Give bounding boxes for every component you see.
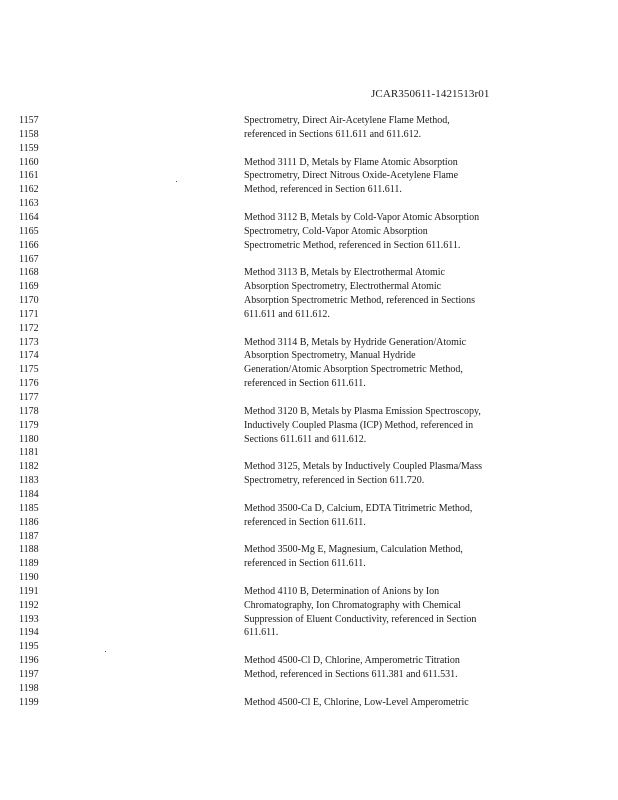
line-number: 1173 bbox=[19, 336, 39, 348]
text-line: Suppression of Eluent Conductivity, referenced in Section bbox=[244, 613, 477, 625]
line-number: 1157 bbox=[19, 115, 39, 126]
line-number: 1161 bbox=[19, 170, 39, 182]
line-number: 1190 bbox=[19, 572, 39, 583]
line-number: 1193 bbox=[19, 613, 39, 625]
text-line: referenced in Section 611.611. bbox=[244, 558, 366, 570]
line-number: 1160 bbox=[19, 156, 39, 168]
line-number: 1170 bbox=[19, 295, 39, 306]
text-line: Method 3111 D, Metals by Flame Atomic Absorption bbox=[244, 156, 458, 168]
scan-speck bbox=[176, 181, 177, 182]
document-id: JCAR350611-1421513r01 bbox=[371, 88, 490, 100]
line-number: 1197 bbox=[19, 669, 39, 680]
line-number: 1186 bbox=[19, 516, 39, 528]
text-line: Method 3120 B, Metals by Plasma Emission Spectroscopy, bbox=[244, 405, 481, 417]
text-line: 611.611. bbox=[244, 627, 279, 639]
text-line: Method 3500-Ca D, Calcium, EDTA Titrimetric Method, bbox=[244, 502, 473, 514]
line-number: 1195 bbox=[19, 641, 39, 653]
text-line: Method 3500-Mg E, Magnesium, Calculation Method, bbox=[244, 544, 463, 556]
text-line: Method 4500-Cl D, Chlorine, Amperometric Titration bbox=[244, 655, 460, 667]
line-number: 1183 bbox=[19, 475, 39, 487]
text-line: Generation/Atomic Absorption Spectrometric Method, bbox=[244, 364, 463, 376]
line-number: 1178 bbox=[19, 405, 39, 417]
line-number: 1196 bbox=[19, 655, 39, 667]
text-line: Method 4110 B, Determination of Anions by Ion bbox=[244, 585, 440, 597]
line-number: 1176 bbox=[19, 378, 39, 390]
text-line: Spectrometry, Direct Nitrous Oxide-Acetylene Flame bbox=[244, 170, 459, 182]
line-number: 1159 bbox=[19, 142, 39, 154]
text-line: Chromatography, Ion Chromatography with Chemical bbox=[244, 599, 461, 611]
text-line: referenced in Section 611.611. bbox=[244, 378, 366, 390]
line-number: 1198 bbox=[19, 682, 39, 694]
text-line: Spectrometry, Direct Air-Acetylene Flame Method, bbox=[244, 115, 450, 126]
line-number: 1168 bbox=[19, 267, 39, 279]
line-number: 1194 bbox=[19, 627, 39, 639]
line-number: 1162 bbox=[19, 184, 39, 196]
text-line: Spectrometry, referenced in Section 611.720. bbox=[244, 475, 425, 487]
line-number: 1180 bbox=[19, 433, 39, 445]
line-number: 1163 bbox=[19, 198, 39, 210]
scan-speck bbox=[105, 651, 106, 652]
line-number: 1165 bbox=[19, 225, 39, 237]
line-number: 1166 bbox=[19, 239, 39, 251]
text-line: Absorption Spectrometry, Electrothermal Atomic bbox=[244, 281, 442, 293]
text-line: referenced in Section 611.611. bbox=[244, 516, 366, 528]
text-line: Absorption Spectrometry, Manual Hydride bbox=[244, 350, 416, 362]
line-number: 1158 bbox=[19, 128, 39, 140]
text-line: Method, referenced in Sections 611.381 and 611.531. bbox=[244, 669, 458, 680]
text-line: Method 3114 B, Metals by Hydride Generation/Atomic bbox=[244, 336, 467, 348]
text-line: Method, referenced in Section 611.611. bbox=[244, 184, 402, 196]
text-line: Spectrometry, Cold-Vapor Atomic Absorption bbox=[244, 225, 428, 237]
line-number: 1184 bbox=[19, 488, 39, 500]
text-line: Method 3113 B, Metals by Electrothermal Atomic bbox=[244, 267, 445, 279]
text-line: Method 3125, Metals by Inductively Coupled Plasma/Mass bbox=[244, 461, 483, 473]
line-number: 1164 bbox=[19, 211, 39, 223]
text-line: Method 3112 B, Metals by Cold-Vapor Atomic Absorption bbox=[244, 211, 480, 223]
text-line: Method 4500-Cl E, Chlorine, Low-Level Amperometric bbox=[244, 696, 469, 708]
line-number: 1175 bbox=[19, 364, 39, 376]
line-number: 1192 bbox=[19, 599, 39, 611]
line-number: 1188 bbox=[19, 544, 39, 556]
line-number: 1174 bbox=[19, 350, 39, 362]
line-number: 1199 bbox=[19, 696, 39, 708]
line-number: 1169 bbox=[19, 281, 39, 293]
line-number: 1187 bbox=[19, 530, 39, 542]
line-number: 1189 bbox=[19, 558, 39, 570]
line-number: 1172 bbox=[19, 322, 39, 334]
line-number: 1177 bbox=[19, 392, 39, 403]
text-line: 611.611 and 611.612. bbox=[244, 308, 330, 320]
text-line: Sections 611.611 and 611.612. bbox=[244, 433, 367, 445]
line-number: 1185 bbox=[19, 502, 39, 514]
line-number: 1171 bbox=[19, 308, 39, 320]
text-line: Absorption Spectrometric Method, referenced in Sections bbox=[244, 295, 476, 306]
line-number: 1167 bbox=[19, 253, 39, 265]
line-number: 1179 bbox=[19, 419, 39, 431]
text-line: Inductively Coupled Plasma (ICP) Method, referenced in bbox=[244, 419, 474, 431]
line-number: 1181 bbox=[19, 447, 39, 459]
line-number: 1182 bbox=[19, 461, 39, 473]
text-line: referenced in Sections 611.611 and 611.612. bbox=[244, 128, 422, 140]
line-number: 1191 bbox=[19, 585, 39, 597]
text-line: Spectrometric Method, referenced in Section 611.611. bbox=[244, 239, 461, 251]
